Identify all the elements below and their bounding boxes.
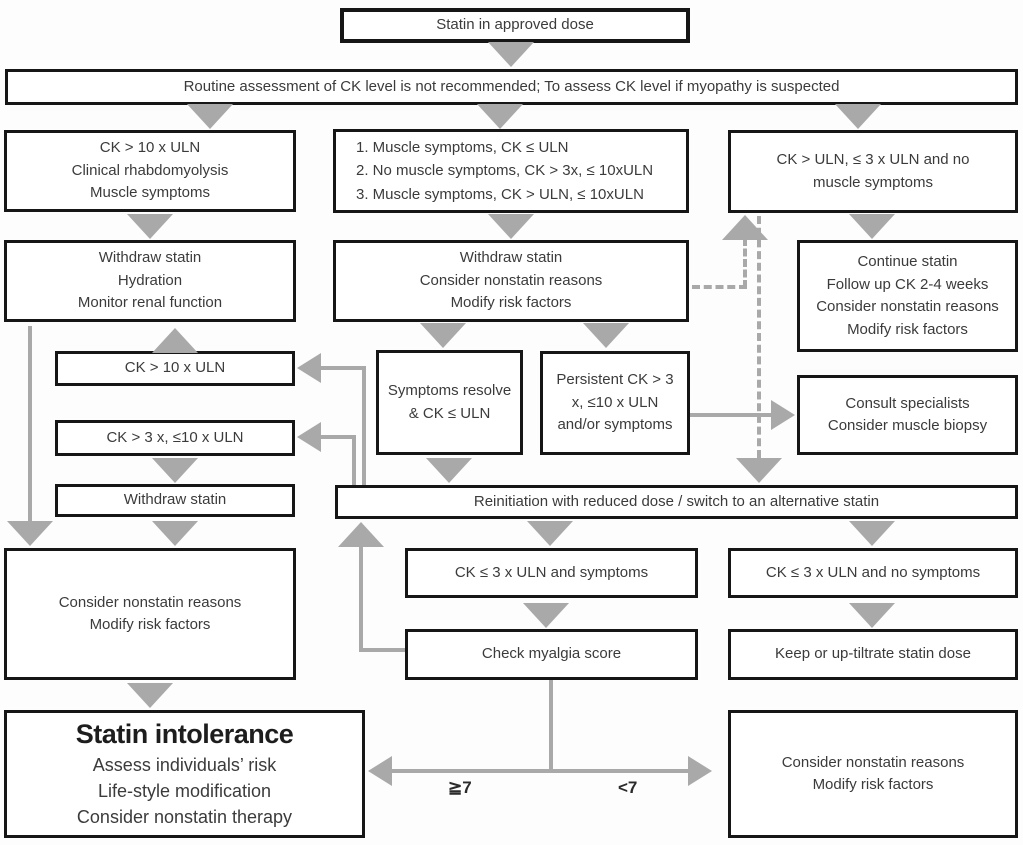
arrow-down-icon <box>152 521 198 546</box>
myalgia-score-lt7-label: <7 <box>618 778 638 797</box>
box-line: Life-style modification <box>97 780 272 801</box>
box-text: CK > ULN, ≤ 3 x ULN and no muscle symptoms <box>776 151 970 191</box>
box-ck-gt10-uln <box>55 351 295 386</box>
box-text: CK > 3 x, ≤10 x ULN <box>106 428 244 446</box>
box-line: Consider nonstatin reasons <box>816 298 999 315</box>
arrow-down-icon <box>187 104 233 129</box>
box-line: Modify risk factors <box>89 616 211 633</box>
box-line: CK > 10 x ULN <box>99 139 201 157</box>
box-reinitiation <box>335 485 1018 519</box>
box-persistent-ck <box>540 351 690 455</box>
box-statin-intolerance <box>4 710 365 838</box>
arrow-up-icon <box>152 328 198 353</box>
box-consider-nonstatin-right <box>728 710 1018 838</box>
connector-line <box>352 435 356 485</box>
arrow-down-icon <box>849 603 895 628</box>
box-text: Reinitiation with reduced dose / switch to an alternative statin <box>473 492 880 510</box>
box-line: Consider nonstatin reasons <box>58 593 242 611</box>
box-text: Routine assessment of CK level is not recommended; To assess CK level if myopathy is suspected <box>183 77 840 95</box>
myalgia-score-ge7-label: ≧7 <box>448 778 472 797</box>
box-consult-specialists <box>797 375 1018 455</box>
dashed-connector-line <box>743 238 747 288</box>
arrow-down-icon <box>7 521 53 546</box>
box-text: CK ≤ 3 x ULN and no symptoms <box>765 563 981 581</box>
arrow-down-icon <box>736 458 782 483</box>
arrow-down-icon <box>477 104 523 129</box>
box-check-myalgia-score <box>405 629 698 680</box>
dashed-connector-line <box>692 285 747 289</box>
box-line: Withdraw statin <box>98 249 202 267</box>
connector-line <box>28 326 32 524</box>
connector-line <box>386 769 690 773</box>
box-routine-assessment <box>5 69 1018 105</box>
box-line: Modify risk factors <box>450 294 572 312</box>
box-line: Consider nonstatin reasons <box>419 271 603 289</box>
box-line: Hydration <box>117 271 183 289</box>
arrow-down-icon <box>523 603 569 628</box>
box-text: CK ≤ 3 x ULN and symptoms <box>454 563 649 581</box>
box-line: Modify risk factors <box>812 776 934 793</box>
box-continue-statin <box>797 240 1018 352</box>
box-text: Keep or up-tiltrate statin dose <box>775 645 971 663</box>
box-text: Check myalgia score <box>481 645 622 663</box>
box-line: 2. No muscle symptoms, CK > 3x, ≤ 10xULN <box>356 162 654 180</box>
box-line: Follow up CK 2-4 weeks <box>826 275 989 293</box>
box-line: Modify risk factors <box>847 320 968 338</box>
box-line: Consult specialists <box>845 394 970 412</box>
box-statin-approved-dose <box>340 8 690 43</box>
box-line: Assess individuals’ risk <box>92 754 277 775</box>
connector-line <box>319 435 356 439</box>
arrow-down-icon <box>426 458 472 483</box>
box-line: Clinical rhabdomyolysis <box>71 161 229 179</box>
arrow-down-icon <box>488 214 534 239</box>
box-symptoms-resolve <box>376 350 523 455</box>
box-symptom-scenarios <box>333 129 689 213</box>
box-line: Monitor renal function <box>77 294 223 312</box>
box-line: Withdraw statin <box>459 249 563 267</box>
arrow-up-icon <box>722 215 768 240</box>
box-withdraw-hydration <box>4 240 296 322</box>
connector-line <box>549 680 553 771</box>
box-text: Statin in approved dose <box>436 16 594 34</box>
box-consider-nonstatin-left <box>4 548 296 680</box>
box-line: Continue statin <box>857 253 958 270</box>
arrow-right-icon <box>771 400 795 430</box>
arrow-down-icon <box>527 521 573 546</box>
box-ck-uln-3uln-no-muscle <box>728 130 1018 213</box>
box-line: Consider nonstatin therapy <box>76 806 293 827</box>
box-ck-le3-symptoms <box>405 548 698 598</box>
arrow-right-icon <box>688 756 712 786</box>
statin-intolerance-title: Statin intolerance <box>75 718 294 749</box>
connector-line <box>359 648 405 652</box>
box-text: Persistent CK > 3 x, ≤10 x ULN and/or symptoms <box>556 371 674 434</box>
box-withdraw-statin <box>55 484 295 517</box>
box-keep-uptitrate <box>728 629 1018 680</box>
box-line: Consider muscle biopsy <box>827 417 988 434</box>
box-line: 3. Muscle symptoms, CK > ULN, ≤ 10xULN <box>356 185 644 203</box>
arrow-down-icon <box>849 214 895 239</box>
arrow-down-icon <box>420 323 466 348</box>
arrow-left-icon <box>297 353 321 383</box>
dashed-connector-line <box>757 216 761 458</box>
box-ck-le3-no-symptoms <box>728 548 1018 598</box>
connector-line <box>359 544 363 652</box>
connector-line <box>319 366 366 370</box>
box-line: 1. Muscle symptoms, CK ≤ ULN <box>356 139 569 157</box>
box-withdraw-consider-nonstatin <box>333 240 689 322</box>
box-text: Symptoms resolve & CK ≤ ULN <box>387 382 512 422</box>
arrow-down-icon <box>152 458 198 483</box>
arrow-down-icon <box>849 521 895 546</box>
arrow-down-icon <box>488 42 534 67</box>
box-text: CK > 10 x ULN <box>124 359 226 377</box>
connector-line <box>362 366 366 485</box>
arrow-down-icon <box>583 323 629 348</box>
box-ck10-rhabdomyolysis <box>4 130 296 212</box>
arrow-down-icon <box>127 683 173 708</box>
arrow-left-icon <box>297 422 321 452</box>
box-text: Withdraw statin <box>123 491 227 509</box>
box-ck-gt3-le10-uln <box>55 420 295 456</box>
box-line: Consider nonstatin reasons <box>781 753 965 771</box>
arrow-down-icon <box>835 104 881 129</box>
box-line: Muscle symptoms <box>89 184 211 202</box>
arrow-down-icon <box>127 214 173 239</box>
